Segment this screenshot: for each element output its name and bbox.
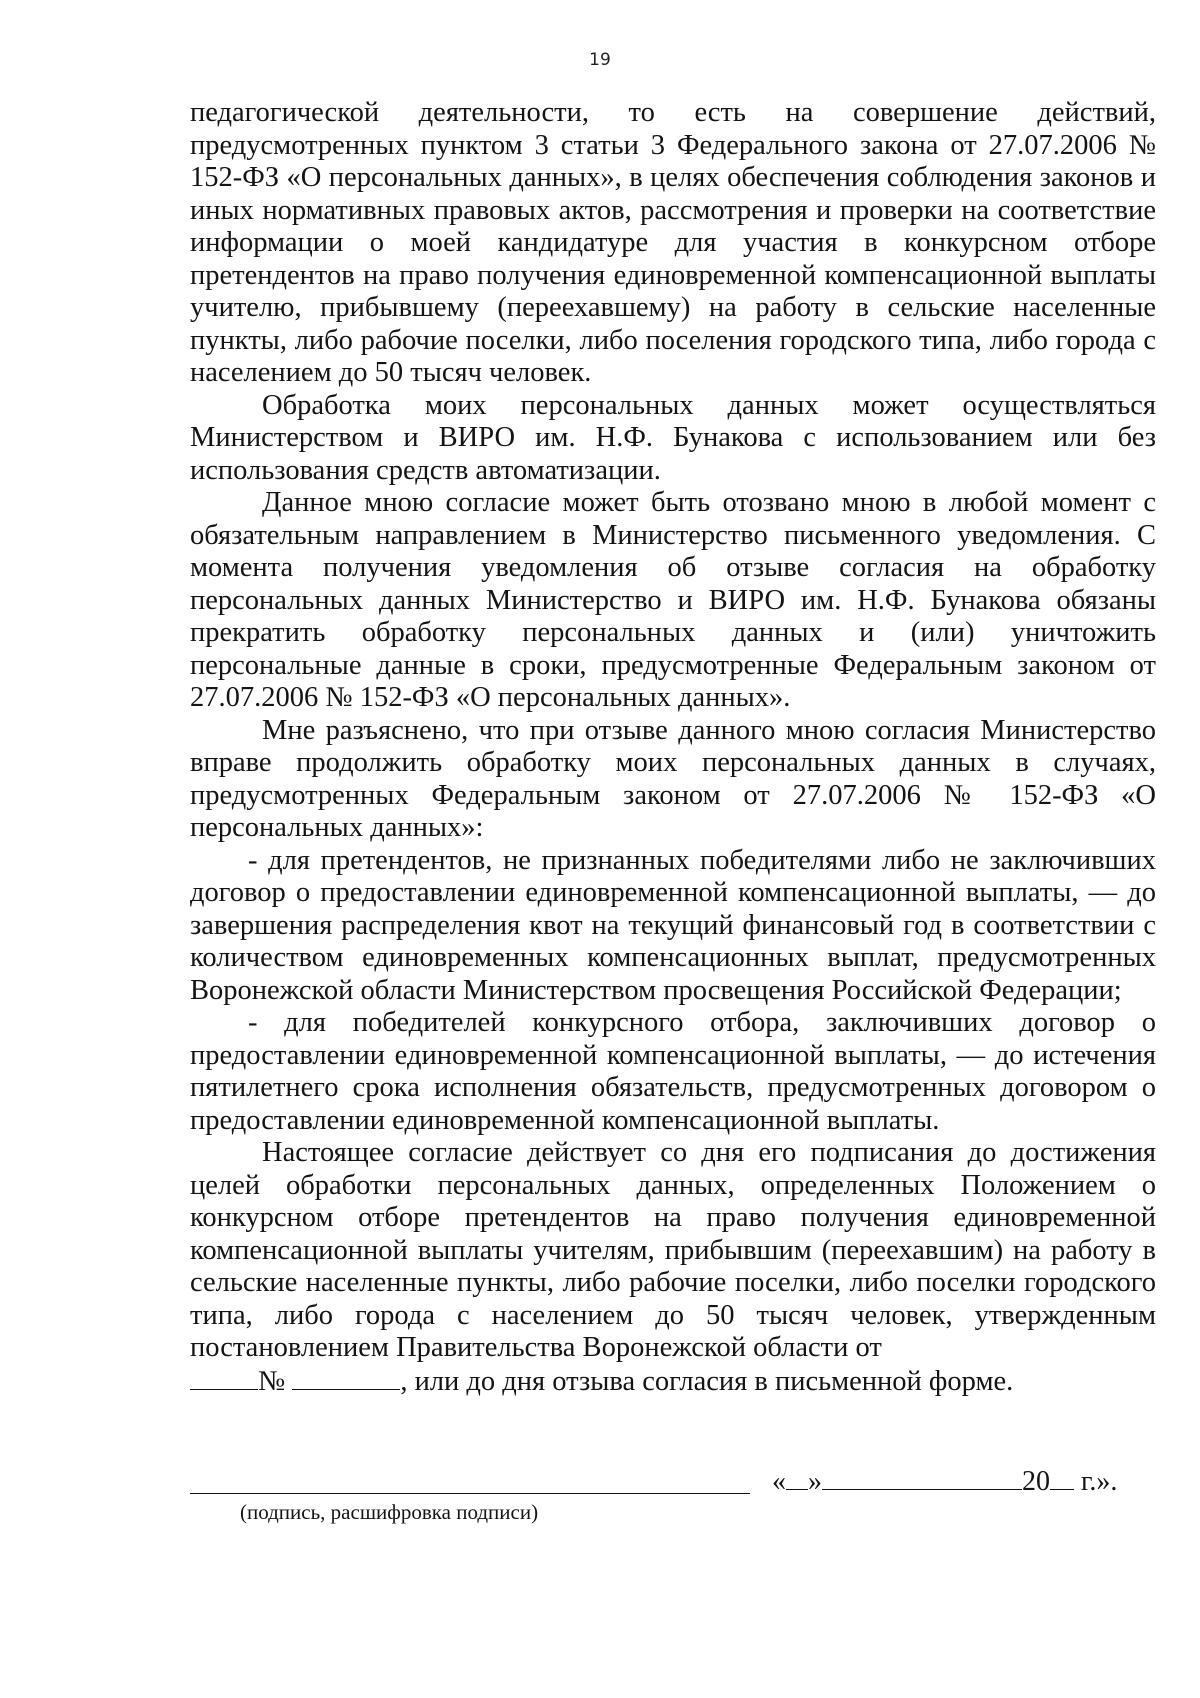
resolution-line (190, 1365, 1156, 1399)
year-prefix: 20 (1022, 1466, 1050, 1497)
paragraph-continuation: педагогической деятельности, то есть на совершение действий, предусмотренных пунктом 3 статьи 3 Федерального закона от 27.07.2006 № 152-ФЗ «О персональных данных», в целях обеспечения соблюдения законов и иных нормативных правовых актов, рассмотрения и проверки на соответствие информации о моей кандидатуре для участия в конкурсном отборе претендентов на право получения единовременной компенсационной выплаты учителю, прибывшему (переехавшему) на работу в сельские населенные пункты, либо рабочие поселки, либо поселения городского типа, либо города с населением до 50 тысяч человек. (190, 97, 1156, 388)
date-close-quote: » (808, 1466, 822, 1497)
list-item-winners: - для победителей конкурсного отбора, заключивших договор о предоставлении единовременной компенсационной выплаты, — до истечения пятилетнего срока исполнения обязательств, предусмотренных договором о предоставлении единовременной компенсационной выплаты. (190, 1007, 1156, 1136)
resolution-number-blank (292, 1365, 400, 1390)
date-block (772, 1465, 1117, 1498)
day-blank (786, 1465, 808, 1490)
signature-line (190, 1493, 750, 1494)
year-blank (1050, 1465, 1074, 1490)
number-sign: № (258, 1365, 286, 1397)
year-suffix: г.». (1074, 1466, 1118, 1497)
signature-row (190, 1465, 1156, 1505)
list-item-applicants: - для претендентов, не признанных победителями либо не заключивших договор о предоставлении единовременной компенсационной выплаты, — до завершения распределения квот на текущий финансовый год в соответствии с количеством единовременных компенсационных выплат, предусмотренных Воронежской области Министерством просвещения Российской Федерации; (190, 844, 1156, 1006)
paragraph-explanation: Мне разъяснено, что при отзыве данного мною согласия Министерство вправе продолжить обработку моих персональных данных в случаях, предусмотренных Федеральным законом от 27.07.2006 № 152-ФЗ «О персональных данных»: (190, 714, 1156, 843)
paragraph-revocation: Данное мною согласие может быть отозвано мною в любой момент с обязательным направлением в Министерство письменного уведомления. С момента получения уведомления об отзыве согласия на обработку персональных данных Министерство и ВИРО им. Н.Ф. Бунакова обязаны прекратить обработку персональных данных и (или) уничтожить персональные данные в сроки, предусмотренные Федеральным законом от 27.07.2006 № 152-ФЗ «О персональных данных». (190, 487, 1156, 713)
paragraph-validity: Настоящее согласие действует со дня его подписания до достижения целей обработки персональных данных, определенных Положением о конкурсном отборе претендентов на право получения единовременной компенсационной выплаты учителям, прибывшим (переехавшим) на работу в сельские населенные пункты, либо рабочие поселки, либо поселки городского типа, либо города с населением до 50 тысяч человек, утвержденным постановлением Правительства Воронежской области от (190, 1137, 1156, 1363)
signature-caption: (подпись, расшифровка подписи) (240, 1500, 539, 1524)
date-open-quote: « (772, 1466, 786, 1497)
consent-body (190, 97, 1156, 1398)
page-number: 19 (589, 50, 611, 70)
resolution-line-tail: , или до дня отзыва согласия в письменной форме. (400, 1365, 1014, 1397)
paragraph-processing: Обработка моих персональных данных может осуществляться Министерством и ВИРО им. Н.Ф. Бунакова с использованием или без использования средств автоматизации. (190, 389, 1156, 486)
resolution-date-blank (190, 1365, 258, 1390)
month-blank (822, 1465, 1022, 1490)
